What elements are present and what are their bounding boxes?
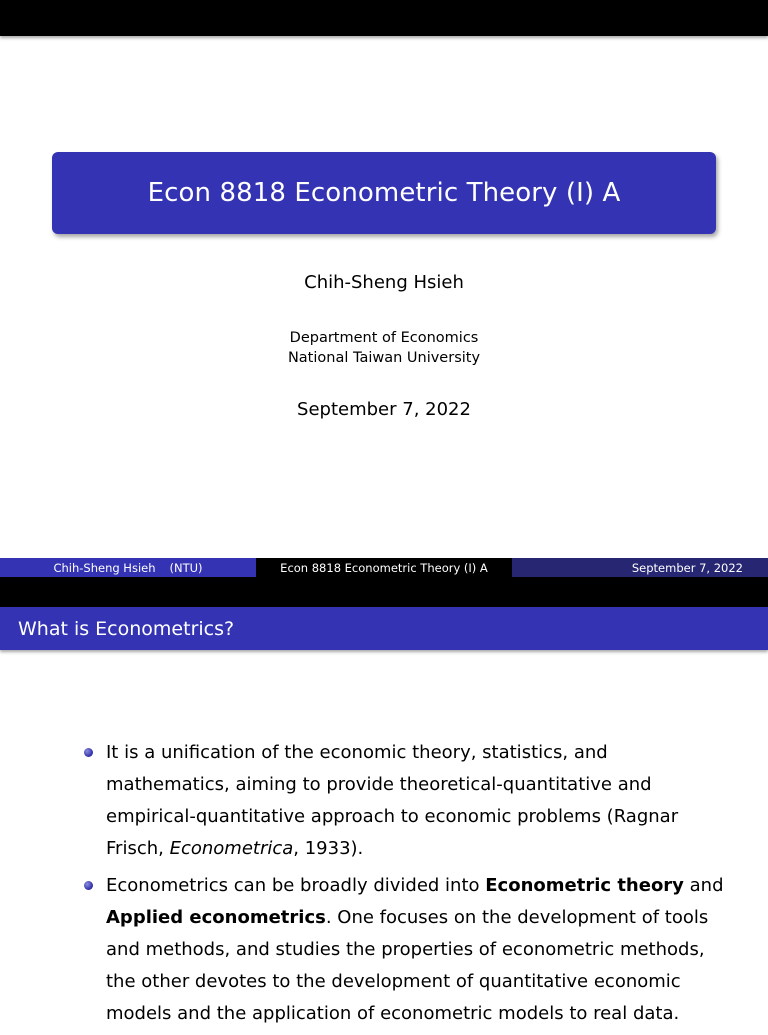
department: Department of Economics [289, 330, 479, 346]
footline-author: Chih-Sheng Hsieh [53, 560, 156, 575]
frame-title-bar [0, 607, 768, 650]
bullet-item [84, 870, 724, 1030]
bullet-icon [84, 881, 93, 890]
footline-title: Econ 8818 Econometric Theory (I) A [280, 560, 488, 575]
bullet-text: and [683, 875, 724, 896]
bold-term: Econometric theory [485, 875, 684, 896]
bullet-text: It is a unification of the economic theory, statistics, and mathematics, aiming to provide theoretical-quantitative and empirical-quantitative approach to economic problems (Ragnar Frisch, [106, 742, 679, 859]
footline-date-box [512, 558, 768, 577]
presentation-date: September 7, 2022 [297, 399, 471, 420]
journal-name: Econometrica [169, 838, 294, 859]
footline [0, 558, 768, 577]
footline-date: September 7, 2022 [631, 560, 743, 575]
frame-title: What is Econometrics? [18, 617, 235, 640]
footline-title-box [256, 558, 512, 577]
footline-author-box [0, 558, 256, 577]
footline-affiliation: (NTU) [169, 560, 203, 575]
bullet-text: . One focuses on the development of tools and methods, and studies the properties of econometric methods, the other devotes to the development of quantitative economic models and the application of econometric models to real data. [106, 907, 709, 1024]
bold-term: Applied econometrics [106, 907, 326, 928]
top-black-bar [0, 0, 768, 36]
title-block [52, 152, 716, 234]
bullet-item [84, 737, 724, 865]
university: National Taiwan University [287, 350, 481, 366]
bullet-text: Econometrics can be broadly divided into [106, 875, 486, 896]
bullet-list [84, 737, 724, 1035]
bullet-text: , 1933). [293, 838, 364, 859]
slide-title: Econ 8818 Econometric Theory (I) A [147, 178, 621, 208]
page-separator-bar [0, 577, 768, 607]
author-name: Chih-Sheng Hsieh [304, 272, 464, 293]
institution [0, 328, 768, 368]
bullet-icon [84, 748, 93, 757]
